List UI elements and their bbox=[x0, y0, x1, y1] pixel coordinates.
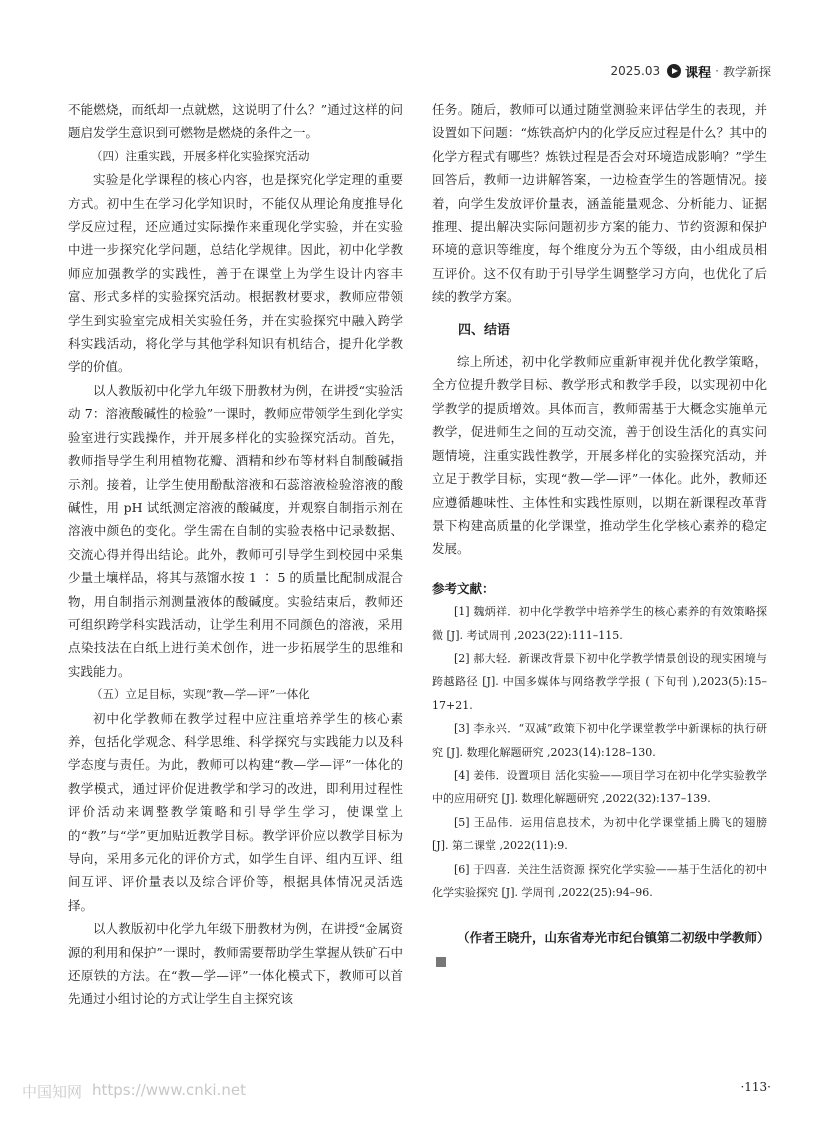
header-separator: · bbox=[715, 64, 719, 78]
reference-item: [5] 王品伟．运用信息技术，为初中化学课堂插上腾飞的翅膀 [J]. 第二课堂 ,2022(11):9. bbox=[432, 815, 767, 853]
author-note bbox=[432, 926, 770, 973]
paragraph: 以人教版初中化学九年级下册教材为例，在讲授“实验活动 7：溶液酸碱性的检验”一课时，教师应带领学生到化学实验室进行实践操作，并开展多样化的实验探究活动。首先，教师指导学生利用植物花瓣、酒精和纱布等材料自制酸碱指示剂。接着，让学生使用酚酞溶液和石蕊溶液检验溶液的酸碱性，用 pH 试纸测定溶液的酸碱度，并观察自制指示剂在溶液中颜色的变化。学生需在自制的实验表格中记录数据、交流心得并得出结论。此外，教师可引导学生到校园中采集少量土壤样品，将其与蒸馏水按 1 ∶ 5 的质量比配制成混合物，用自制指示剂测量液体的酸碱度。实验结束后，教师还可组织跨学科实践活动，让学生利用不同颜色的溶液，采用点染技法在白纸上进行美术创作，进一步拓展学生的思维和实践能力。 bbox=[68, 382, 403, 679]
paragraph: 初中化学教师在教学过程中应注重培养学生的核心素养，包括化学观念、科学思维、科学探究与实践能力以及科学态度与责任。为此，教师可以构建“教—学—评”一体化的教学模式，通过评价促进教学和学习的改进，即利用过程性评价活动来调整教学策略和引导学生学习，使课堂上的“教”与“学”更加贴近教学目标。教学评价应以教学目标为导向，采用多元化的评价方式，如学生自评、组内互评、组间互评、评价量表以及综合评价等，根据具体情况灵活选择。 bbox=[68, 710, 403, 913]
running-header bbox=[611, 62, 771, 80]
reference-item: [6] 于四喜．关注生活资源 探究化学实验——基于生活化的初中化学实验探究 [J]. 学周刊 ,2022(25):94–96. bbox=[432, 862, 767, 899]
references-title: 参考文献： bbox=[432, 580, 495, 596]
cnki-watermark bbox=[22, 1081, 246, 1102]
reference-item: [2] 郝大轻．新课改背景下初中化学教学情景创设的现实困境与跨越路径 [J]. 中国多媒体与网络教学学报 ( 下旬刊 ),2023(5):15–17+21. bbox=[432, 651, 767, 712]
author-text: （作者王晓升，山东省寿光市纪台镇第二初级中学教师） bbox=[457, 930, 770, 946]
page-number: ·113· bbox=[740, 1080, 771, 1094]
paragraph: 不能燃烧，而纸却一点就燃，这说明了什么？”通过这样的问题启发学生意识到可燃物是燃烧的条件之一。 bbox=[68, 102, 403, 141]
issue-date: 2025.03 bbox=[610, 64, 661, 78]
subheading: （四）注重实践，开展多样化实验探究活动 bbox=[91, 148, 310, 163]
reference-item: [1] 魏炳祥．初中化学教学中培养学生的核心素养的有效策略探微 [J]. 考试周刊 ,2023(22):111–115. bbox=[432, 605, 767, 642]
reference-item: [3] 李永兴．“双减”政策下初中化学课堂教学中新课标的执行研究 [J]. 数理化解题研究 ,2023(14):128–130. bbox=[432, 722, 767, 759]
watermark-name: 中国知网 bbox=[22, 1083, 83, 1101]
paragraph: 实验是化学课程的核心内容，也是探究化学定理的重要方式。初中生在学习化学知识时，不能仅从理论角度推导化学反应过程，还应通过实际操作来重现化学实验，并在实验中进一步探究化学问题，总结化学规律。因此，初中化学教师应加强教学的实践性，善于在课堂上为学生设计内容丰富、形式多样的实验探究活动。根据教材要求，教师应带领学生到实验室完成相关实验任务，并在实验探究中融入跨学科实践活动，将化学与其他学科知识有机结合，提升化学教学的价值。 bbox=[68, 172, 403, 375]
left-column bbox=[68, 98, 403, 1011]
subsection-name: 教学新探 bbox=[722, 64, 771, 79]
right-column bbox=[432, 98, 770, 973]
paragraph: 以人教版初中化学九年级下册教材为例，在讲授“金属资源的利用和保护”一课时，教师需要帮助学生掌握从铁矿石中还原铁的方法。在“教—学—评”一体化模式下，教师可以首先通过小组讨论的方式让学生自主探究该 bbox=[68, 921, 403, 1007]
subheading: （五）立足目标，实现“教—学—评”一体化 bbox=[91, 687, 310, 702]
end-mark-icon bbox=[436, 957, 446, 967]
watermark-url: https://www.cnki.net bbox=[92, 1081, 246, 1099]
play-icon bbox=[667, 64, 681, 78]
section-heading: 四、结语 bbox=[458, 322, 511, 338]
reference-item: [4] 姜伟．设置项目 活化实验——项目学习在初中化学实验教学中的应用研究 [J]. 数理化解题研究 ,2022(32):137–139. bbox=[432, 768, 767, 806]
paragraph: 综上所述，初中化学教师应重新审视并优化教学策略，全方位提升教学目标、教学形式和教学手段，以实现初中化学教学的提质增效。具体而言，教师需基于大概念实施单元教学，促进师生之间的互动交流，善于创设生活化的真实问题情境，注重实践性教学，开展多样化的实验探究活动，并立足于教学目标，实现“教—学—评”一体化。此外，教师还应遵循趣味性、主体性和实践性原则，以期在新课程改革背景下构建高质量的化学课堂，推动学生化学核心素养的稳定发展。 bbox=[432, 354, 767, 557]
paragraph: 任务。随后，教师可以通过随堂测验来评估学生的表现，并设置如下问题：“炼铁高炉内的化学反应过程是什么？其中的化学方程式有哪些？炼铁过程是否会对环境造成影响？”学生回答后，教师一边讲解答案，一边检查学生的答题情况。接着，向学生发放评价量表，涵盖能量观念、分析能力、证据推理、提出解决实际问题初步方案的能力、节约资源和保护环境的意识等维度，每个维度分为五个等级，由小组成员相互评价。这不仅有助于引导学生调整学习方向，也优化了后续的教学方案。 bbox=[432, 102, 767, 305]
section-name: 课程 bbox=[685, 65, 712, 81]
